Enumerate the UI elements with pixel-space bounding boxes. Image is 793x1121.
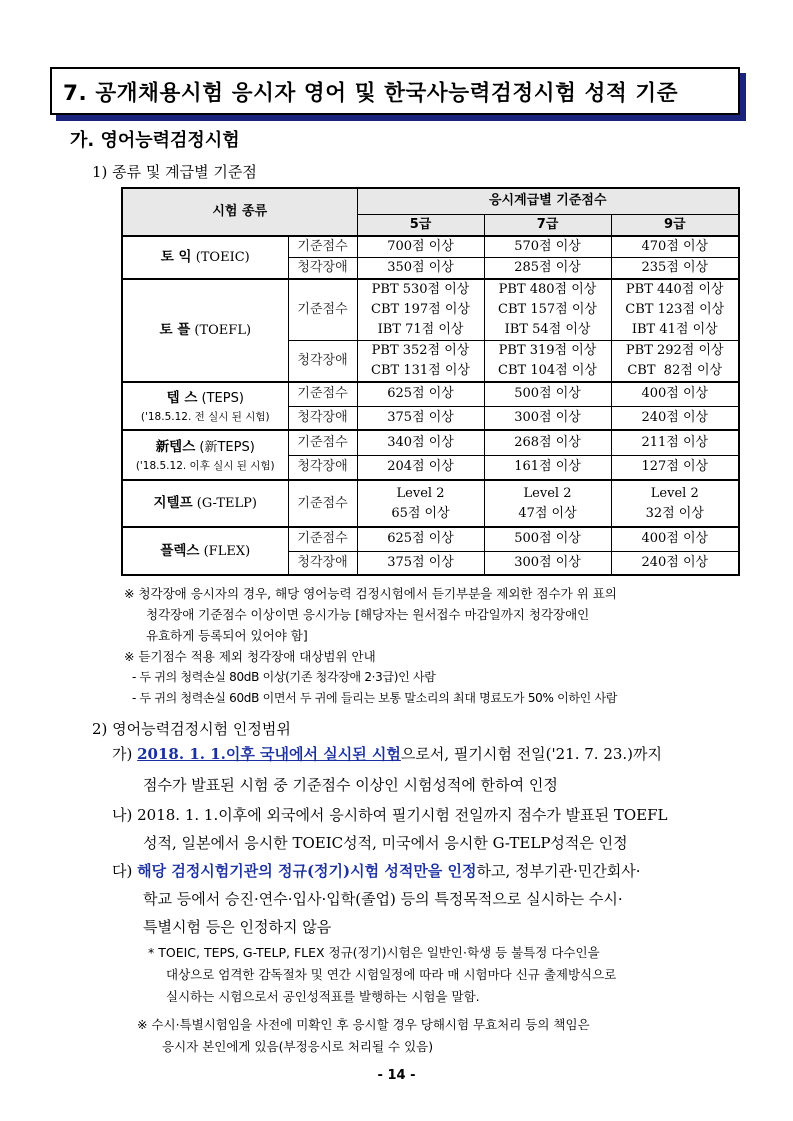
note-responsibility-line2: 응시자 본인에게 있음(부정응시로 처리될 수 있음)	[162, 1039, 434, 1054]
score-cell: PBT 292점 이상 CBT 82점 이상	[611, 341, 739, 383]
score-cell: 340점 이상	[357, 430, 484, 455]
score-cell: 470점 이상	[611, 236, 739, 258]
score-cell: 700점 이상	[357, 236, 484, 258]
header-grade: 5급	[357, 214, 484, 236]
score-cell: 375점 이상	[357, 551, 484, 575]
item-b-label: 나)	[112, 806, 133, 824]
score-cell: 500점 이상	[484, 382, 611, 406]
category-label: 기준점수	[288, 527, 357, 551]
score-cell: 127점 이상	[611, 455, 739, 480]
header-test-type: 시험 종류	[122, 188, 357, 236]
test-name-gtelp: 지텔프 (G-TELP)	[122, 480, 288, 527]
score-cell: 400점 이상	[611, 382, 739, 406]
note-hearing-impaired-line3: 유효하게 등록되어 있어야 함]	[146, 628, 308, 643]
header-grade-group: 응시계급별 기준점수	[357, 188, 739, 214]
score-cell: 211점 이상	[611, 430, 739, 455]
category-label: 기준점수	[288, 279, 357, 341]
test-name-toefl: 토 플 (TOEFL)	[122, 279, 288, 383]
score-cell: 625점 이상	[357, 382, 484, 406]
test-name-new-teps: 新텝스 (新TEPS) ('18.5.12. 이후 실시 된 시험)	[122, 430, 288, 480]
item-a-label: 가)	[112, 745, 133, 763]
score-cell: 235점 이상	[611, 257, 739, 279]
category-label: 청각장애	[288, 257, 357, 279]
score-cell: Level 2 47점 이상	[484, 480, 611, 527]
test-name-flex: 플렉스 (FLEX)	[122, 527, 288, 575]
item-c-highlight: 해당 검정시험기관의 정규(정기)시험 성적만을 인정	[137, 862, 477, 880]
score-cell: PBT 319점 이상 CBT 104점 이상	[484, 341, 611, 383]
header-grade: 7급	[484, 214, 611, 236]
category-label: 기준점수	[288, 480, 357, 527]
score-cell: 300점 이상	[484, 406, 611, 430]
score-cell: 268점 이상	[484, 430, 611, 455]
note-responsibility: ※ 수시·특별시험임을 사전에 미확인 후 응시할 경우 당해시험 무효처리 등의 책임은	[137, 1017, 590, 1032]
category-label: 청각장애	[288, 406, 357, 430]
section-heading: 가. 영어능력검정시험	[70, 130, 240, 151]
score-cell: 240점 이상	[611, 406, 739, 430]
note-scope-item: - 두 귀의 청력손실 60dB 이면서 두 귀에 들리는 보통 말소리의 최대 명료도가 50% 이하인 사람	[132, 691, 618, 705]
score-cell: 240점 이상	[611, 551, 739, 575]
score-cell: 300점 이상	[484, 551, 611, 575]
item-c-label: 다)	[112, 862, 133, 880]
score-cell: 500점 이상	[484, 527, 611, 551]
score-cell: 350점 이상	[357, 257, 484, 279]
item-c	[112, 858, 641, 884]
note-scope-heading: ※ 듣기점수 적용 제외 청각장애 대상범위 안내	[124, 649, 376, 664]
score-cell: 625점 이상	[357, 527, 484, 551]
page-number: - 14 -	[377, 1068, 416, 1083]
note-regular-test: * TOEIC, TEPS, G-TELP, FLEX 정규(정기)시험은 일반인·학생 등 불특정 다수인을	[148, 945, 600, 960]
score-cell: 570점 이상	[484, 236, 611, 258]
subsection-heading-1: 1) 종류 및 계급별 기준점	[92, 163, 257, 181]
category-label: 기준점수	[288, 382, 357, 406]
note-hearing-impaired: ※ 청각장애 응시자의 경우, 해당 영어능력 검정시험에서 듣기부분을 제외한 점수가 위 표의	[124, 586, 617, 601]
note-regular-test-line2: 대상으로 엄격한 감독절차 및 연간 시험일정에 따라 매 시험마다 신규 출제방식으로	[166, 967, 617, 982]
subsection-heading-2: 2) 영어능력검정시험 인정범위	[92, 720, 291, 738]
score-cell: 204점 이상	[357, 455, 484, 480]
score-cell: 161점 이상	[484, 455, 611, 480]
page-title: 7. 공개채용시험 응시자 영어 및 한국사능력검정시험 성적 기준	[63, 80, 679, 106]
item-c-line3: 특별시험 등은 인정하지 않음	[143, 918, 332, 936]
title-box	[50, 67, 740, 115]
item-a	[112, 741, 662, 767]
note-regular-test-line3: 실시하는 시험으로서 공인성적표를 발행하는 시험을 말함.	[166, 989, 480, 1004]
item-c-text: 하고, 정부기관·민간회사·	[476, 862, 641, 880]
note-scope-item: - 두 귀의 청력손실 80dB 이상(기존 청각장애 2·3급)인 사람	[132, 670, 436, 684]
score-cell: PBT 530점 이상 CBT 197점 이상 IBT 71점 이상	[357, 279, 484, 341]
score-table	[121, 187, 740, 576]
category-label: 청각장애	[288, 455, 357, 480]
note-hearing-impaired-line2: 청각장애 기준점수 이상이면 응시가능 [해당자는 원서접수 마감일까지 청각장애인	[146, 607, 590, 622]
item-a-line2: 점수가 발표된 시험 중 기준점수 이상인 시험성적에 한하여 인정	[143, 776, 558, 794]
category-label: 기준점수	[288, 236, 357, 258]
score-cell: 285점 이상	[484, 257, 611, 279]
test-name-teps: 텝 스 (TEPS) ('18.5.12. 전 실시 된 시험)	[122, 382, 288, 430]
score-cell: PBT 352점 이상 CBT 131점 이상	[357, 341, 484, 383]
item-b-text: 2018. 1. 1.이후에 외국에서 응시하여 필기시험 전일까지 점수가 발표된 TOEFL	[137, 806, 668, 824]
table-notes	[124, 583, 744, 709]
item-a-text: 으로서, 필기시험 전일('21. 7. 23.)까지	[400, 745, 663, 763]
item-b-line2: 성적, 일본에서 응시한 TOEIC성적, 미국에서 응시한 G-TELP성적은 인정	[143, 834, 628, 852]
test-name-toeic: 토 익 (TOEIC)	[122, 236, 288, 279]
score-cell: 375점 이상	[357, 406, 484, 430]
score-cell: Level 2 32점 이상	[611, 480, 739, 527]
category-label: 청각장애	[288, 551, 357, 575]
header-grade: 9급	[611, 214, 739, 236]
score-cell: Level 2 65점 이상	[357, 480, 484, 527]
category-label: 기준점수	[288, 430, 357, 455]
score-cell: 400점 이상	[611, 527, 739, 551]
item-b	[112, 802, 667, 828]
category-label: 청각장애	[288, 341, 357, 383]
item-c-line2: 학교 등에서 승진·연수·입사·입학(졸업) 등의 특정목적으로 실시하는 수시·	[143, 890, 623, 908]
score-cell: PBT 480점 이상 CBT 157점 이상 IBT 54점 이상	[484, 279, 611, 341]
score-cell: PBT 440점 이상 CBT 123점 이상 IBT 41점 이상	[611, 279, 739, 341]
item-a-highlight: 2018. 1. 1.이후 국내에서 실시된 시험	[137, 745, 401, 763]
